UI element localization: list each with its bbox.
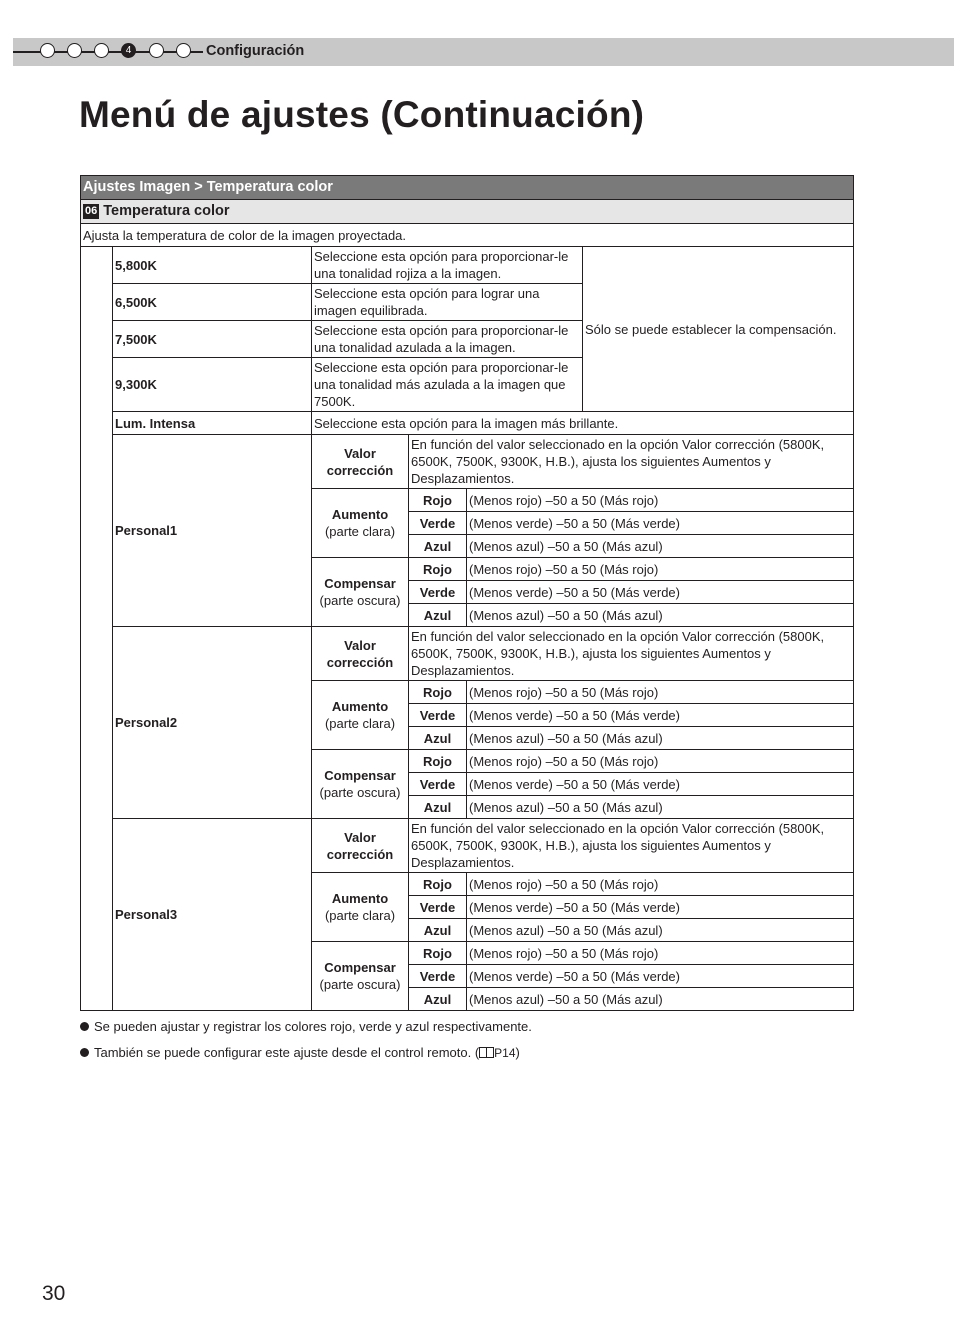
channel-range: (Menos verde) –50 a 50 (Más verde)	[467, 773, 854, 796]
channel-label: Azul	[409, 988, 467, 1011]
channel-range: (Menos azul) –50 a 50 (Más azul)	[467, 604, 854, 627]
channel-range: (Menos verde) –50 a 50 (Más verde)	[467, 512, 854, 535]
preset-name: 9,300K	[113, 358, 312, 412]
channel-label: Rojo	[409, 942, 467, 965]
preset-name: 6,500K	[113, 284, 312, 321]
step-circle-6	[176, 43, 191, 58]
channel-label: Rojo	[409, 681, 467, 704]
step-circle-5	[149, 43, 164, 58]
channel-label: Rojo	[409, 750, 467, 773]
indent-column	[81, 247, 113, 1011]
channel-label: Rojo	[409, 558, 467, 581]
aumento-group-label: Aumento	[331, 507, 389, 522]
compensar-group-sublabel: (parte oscura)	[319, 977, 401, 992]
channel-range: (Menos azul) –50 a 50 (Más azul)	[467, 727, 854, 750]
description-row	[81, 224, 854, 247]
note-item	[80, 1044, 532, 1070]
note-text: También se puede configurar este ajuste desde el control remoto. (	[94, 1045, 480, 1060]
preset-desc: Seleccione esta opción para proporcionar-le una tonalidad rojiza a la imagen.	[312, 247, 583, 284]
page-number: 30	[42, 1282, 66, 1305]
valor-correccion-desc: En función del valor seleccionado en la opción Valor corrección (5800K, 6500K, 7500K, 9300K, H.B.), ajusta los siguientes Aumentos y Desplazamientos.	[409, 627, 854, 681]
notes	[80, 1018, 532, 1070]
bullet-icon	[80, 1048, 89, 1057]
channel-label: Verde	[409, 581, 467, 604]
preset-desc: Seleccione esta opción para proporcionar-le una tonalidad azulada a la imagen.	[312, 321, 583, 358]
section-path: Ajustes Imagen > Temperatura color	[81, 176, 854, 200]
channel-label: Rojo	[409, 489, 467, 512]
compensar-group	[312, 558, 409, 627]
valor-correccion-desc: En función del valor seleccionado en la opción Valor corrección (5800K, 6500K, 7500K, 9300K, H.B.), ajusta los siguientes Aumentos y Desplazamientos.	[409, 435, 854, 489]
preset-name: 5,800K	[113, 247, 312, 284]
personal-row	[81, 435, 854, 489]
channel-range: (Menos verde) –50 a 50 (Más verde)	[467, 896, 854, 919]
lum-name: Lum. Intensa	[113, 412, 312, 435]
channel-label: Azul	[409, 919, 467, 942]
preset-name: 7,500K	[113, 321, 312, 358]
channel-range: (Menos rojo) –50 a 50 (Más rojo)	[467, 681, 854, 704]
channel-label: Azul	[409, 535, 467, 558]
compensar-group-sublabel: (parte oscura)	[319, 785, 401, 800]
compensar-group-label: Compensar	[324, 576, 396, 591]
step-circle-2	[67, 43, 82, 58]
page-reference-link[interactable]: P14	[494, 1046, 516, 1060]
channel-label: Verde	[409, 773, 467, 796]
personal-row	[81, 627, 854, 681]
note-item	[80, 1018, 532, 1044]
preset-desc: Seleccione esta opción para lograr una imagen equilibrada.	[312, 284, 583, 321]
valor-correccion-label: Valor corrección	[312, 435, 409, 489]
compensar-group	[312, 750, 409, 819]
channel-label: Azul	[409, 604, 467, 627]
aumento-group	[312, 873, 409, 942]
channel-label: Verde	[409, 512, 467, 535]
aumento-group-sublabel: (parte clara)	[324, 716, 396, 731]
section-path-row	[81, 176, 854, 200]
channel-range: (Menos azul) –50 a 50 (Más azul)	[467, 535, 854, 558]
preset-row	[81, 247, 854, 284]
valor-correccion-label: Valor corrección	[312, 627, 409, 681]
channel-label: Verde	[409, 704, 467, 727]
valor-correccion-label: Valor corrección	[312, 819, 409, 873]
channel-range: (Menos rojo) –50 a 50 (Más rojo)	[467, 750, 854, 773]
channel-range: (Menos rojo) –50 a 50 (Más rojo)	[467, 873, 854, 896]
channel-range: (Menos verde) –50 a 50 (Más verde)	[467, 704, 854, 727]
personal-name: Personal3	[113, 819, 312, 1011]
valor-correccion-desc: En función del valor seleccionado en la opción Valor corrección (5800K, 6500K, 7500K, 9300K, H.B.), ajusta los siguientes Aumentos y Desplazamientos.	[409, 819, 854, 873]
personal-name: Personal2	[113, 627, 312, 819]
compensar-group-sublabel: (parte oscura)	[319, 593, 401, 608]
bullet-icon	[80, 1022, 89, 1031]
channel-range: (Menos verde) –50 a 50 (Más verde)	[467, 965, 854, 988]
compensar-group-label: Compensar	[324, 960, 396, 975]
item-number-badge: 06	[85, 205, 98, 217]
personal-name: Personal1	[113, 435, 312, 627]
item-title: Temperatura color	[103, 203, 230, 219]
settings-table	[80, 175, 854, 1011]
note-text: Se pueden ajustar y registrar los colores rojo, verde y azul respectivamente.	[94, 1019, 532, 1034]
lum-desc: Seleccione esta opción para la imagen más brillante.	[312, 412, 854, 435]
channel-range: (Menos azul) –50 a 50 (Más azul)	[467, 796, 854, 819]
aumento-group-sublabel: (parte clara)	[324, 524, 396, 539]
personal-row	[81, 819, 854, 873]
page-title: Menú de ajustes (Continuación)	[79, 94, 645, 135]
aumento-group-label: Aumento	[331, 699, 389, 714]
aumento-group	[312, 681, 409, 750]
aumento-group	[312, 489, 409, 558]
header-bar	[13, 38, 954, 66]
lum-row	[81, 412, 854, 435]
channel-range: (Menos rojo) –50 a 50 (Más rojo)	[467, 942, 854, 965]
channel-label: Azul	[409, 727, 467, 750]
step-circle-3	[94, 43, 109, 58]
item-description: Ajusta la temperatura de color de la imagen proyectada.	[81, 224, 854, 247]
item-title-row	[81, 200, 854, 224]
channel-label: Azul	[409, 796, 467, 819]
channel-label: Rojo	[409, 873, 467, 896]
channel-label: Verde	[409, 965, 467, 988]
channel-range: (Menos rojo) –50 a 50 (Más rojo)	[467, 489, 854, 512]
note-text-tail: )	[515, 1045, 520, 1060]
aumento-group-label: Aumento	[331, 891, 389, 906]
chapter-title: Configuración	[206, 43, 305, 59]
compensar-group	[312, 942, 409, 1011]
compensar-group-label: Compensar	[324, 768, 396, 783]
aumento-group-sublabel: (parte clara)	[324, 908, 396, 923]
channel-label: Verde	[409, 896, 467, 919]
book-reference-icon	[479, 1047, 494, 1058]
preset-desc: Seleccione esta opción para proporcionar-le una tonalidad más azulada a la imagen que 7500K.	[312, 358, 583, 412]
channel-range: (Menos azul) –50 a 50 (Más azul)	[467, 919, 854, 942]
channel-range: (Menos azul) –50 a 50 (Más azul)	[467, 988, 854, 1011]
step-circle-1	[40, 43, 55, 58]
presets-note: Sólo se puede establecer la compensación.	[583, 247, 854, 412]
channel-range: (Menos verde) –50 a 50 (Más verde)	[467, 581, 854, 604]
channel-range: (Menos rojo) –50 a 50 (Más rojo)	[467, 558, 854, 581]
step-circle-active: 4	[121, 43, 136, 58]
